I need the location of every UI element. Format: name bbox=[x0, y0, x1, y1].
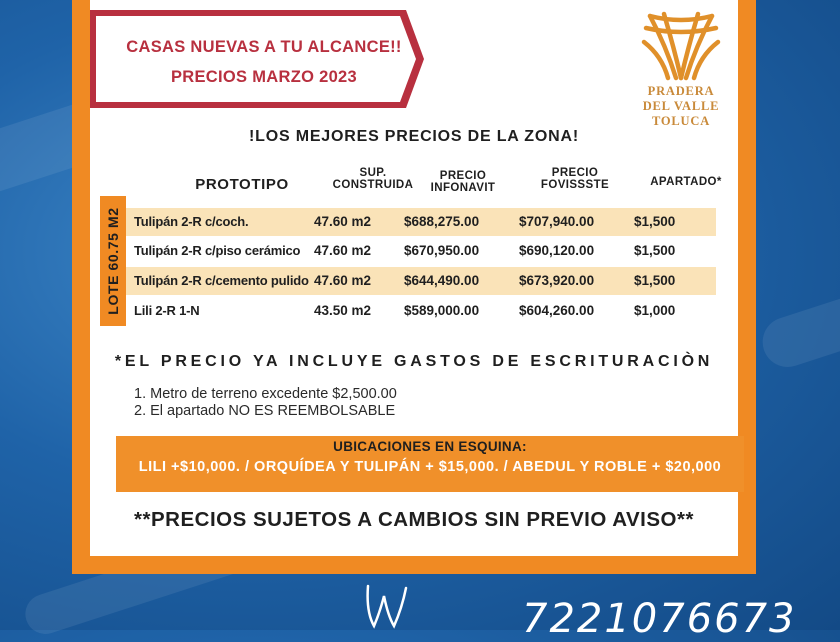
logo-text bbox=[636, 84, 726, 129]
cell-sup: 43.50 m2 bbox=[314, 303, 372, 318]
banner-text bbox=[114, 32, 414, 92]
cell-apartado: $1,500 bbox=[634, 273, 676, 288]
corner-locations-box bbox=[116, 436, 744, 492]
logo-line-2: DEL VALLE bbox=[642, 99, 720, 113]
cell-sup: 47.60 m2 bbox=[314, 273, 372, 288]
conditions-list bbox=[134, 386, 397, 420]
corner-prices: LILI +$10,000. / ORQUÍDEA Y TULIPÁN + $15,000. / ABEDUL Y ROBLE + $20,000 bbox=[138, 459, 722, 475]
header-prototipo: PROTOTIPO bbox=[195, 176, 289, 193]
header-sup-line-2: CONSTRUIDA bbox=[332, 179, 414, 191]
cell-fovissste: $690,120.00 bbox=[519, 243, 595, 258]
table-row bbox=[126, 267, 716, 295]
whatsapp-script-glyph-icon bbox=[362, 582, 422, 630]
corner-title: UBICACIONES EN ESQUINA: bbox=[333, 439, 527, 454]
price-flyer bbox=[72, 0, 756, 574]
cell-apartado: $1,500 bbox=[634, 243, 676, 258]
cell-prototipo: Tulipán 2-R c/piso cerámico bbox=[134, 243, 301, 258]
cell-sup: 47.60 m2 bbox=[314, 243, 372, 258]
cell-apartado: $1,000 bbox=[634, 303, 676, 318]
cell-prototipo: Tulipán 2-R c/cemento pulido bbox=[134, 273, 309, 288]
cell-fovissste: $707,940.00 bbox=[519, 214, 595, 229]
list-item: 2. El apartado NO ES REEMBOLSABLE bbox=[134, 403, 396, 419]
header-infonavit-line-1: PRECIO bbox=[439, 170, 487, 182]
cell-infonavit: $589,000.00 bbox=[404, 303, 480, 318]
disclaimer: **PRECIOS SUJETOS A CAMBIOS SIN PREVIO AVISO** bbox=[134, 508, 694, 531]
cell-prototipo: Lili 2-R 1-N bbox=[134, 303, 200, 318]
logo-line-1: PRADERA bbox=[647, 84, 715, 98]
table-row bbox=[126, 237, 716, 265]
header-fovissste bbox=[520, 167, 630, 191]
logo-line-3: TOLUCA bbox=[651, 114, 711, 128]
lote-side-label bbox=[100, 196, 126, 326]
headline: !LOS MEJORES PRECIOS DE LA ZONA! bbox=[249, 128, 579, 145]
cell-infonavit: $644,490.00 bbox=[404, 273, 480, 288]
phone-number[interactable]: 7221076673 bbox=[522, 596, 797, 642]
pradera-logo bbox=[636, 6, 726, 128]
banner-line-1: CASAS NUEVAS A TU ALCANCE!! bbox=[126, 38, 402, 56]
cell-prototipo: Tulipán 2-R c/coch. bbox=[134, 214, 249, 229]
header-sup-line-1: SUP. bbox=[359, 167, 387, 179]
cell-apartado: $1,500 bbox=[634, 214, 676, 229]
woven-arch-logo-icon bbox=[636, 6, 726, 82]
header-infonavit-line-2: INFONAVIT bbox=[430, 182, 496, 194]
lote-label-text: LOTE 60.75 M2 bbox=[105, 207, 121, 315]
table-row bbox=[126, 297, 716, 325]
cell-fovissste: $673,920.00 bbox=[519, 273, 595, 288]
banner-line-2: PRECIOS MARZO 2023 bbox=[170, 68, 358, 86]
includes-note: *EL PRECIO YA INCLUYE GASTOS DE ESCRITURACIÒN bbox=[114, 353, 714, 370]
header-fovissste-line-1: PRECIO bbox=[551, 167, 599, 179]
header-infonavit bbox=[408, 170, 518, 194]
cell-fovissste: $604,260.00 bbox=[519, 303, 595, 318]
header-apartado: APARTADO* bbox=[650, 176, 722, 188]
promo-banner bbox=[90, 8, 426, 110]
table-row bbox=[126, 208, 716, 236]
cell-sup: 47.60 m2 bbox=[314, 214, 372, 229]
cell-infonavit: $670,950.00 bbox=[404, 243, 480, 258]
header-fovissste-line-2: FOVISSSTE bbox=[540, 179, 610, 191]
list-item: 1. Metro de terreno excedente $2,500.00 bbox=[134, 386, 397, 402]
cell-infonavit: $688,275.00 bbox=[404, 214, 480, 229]
